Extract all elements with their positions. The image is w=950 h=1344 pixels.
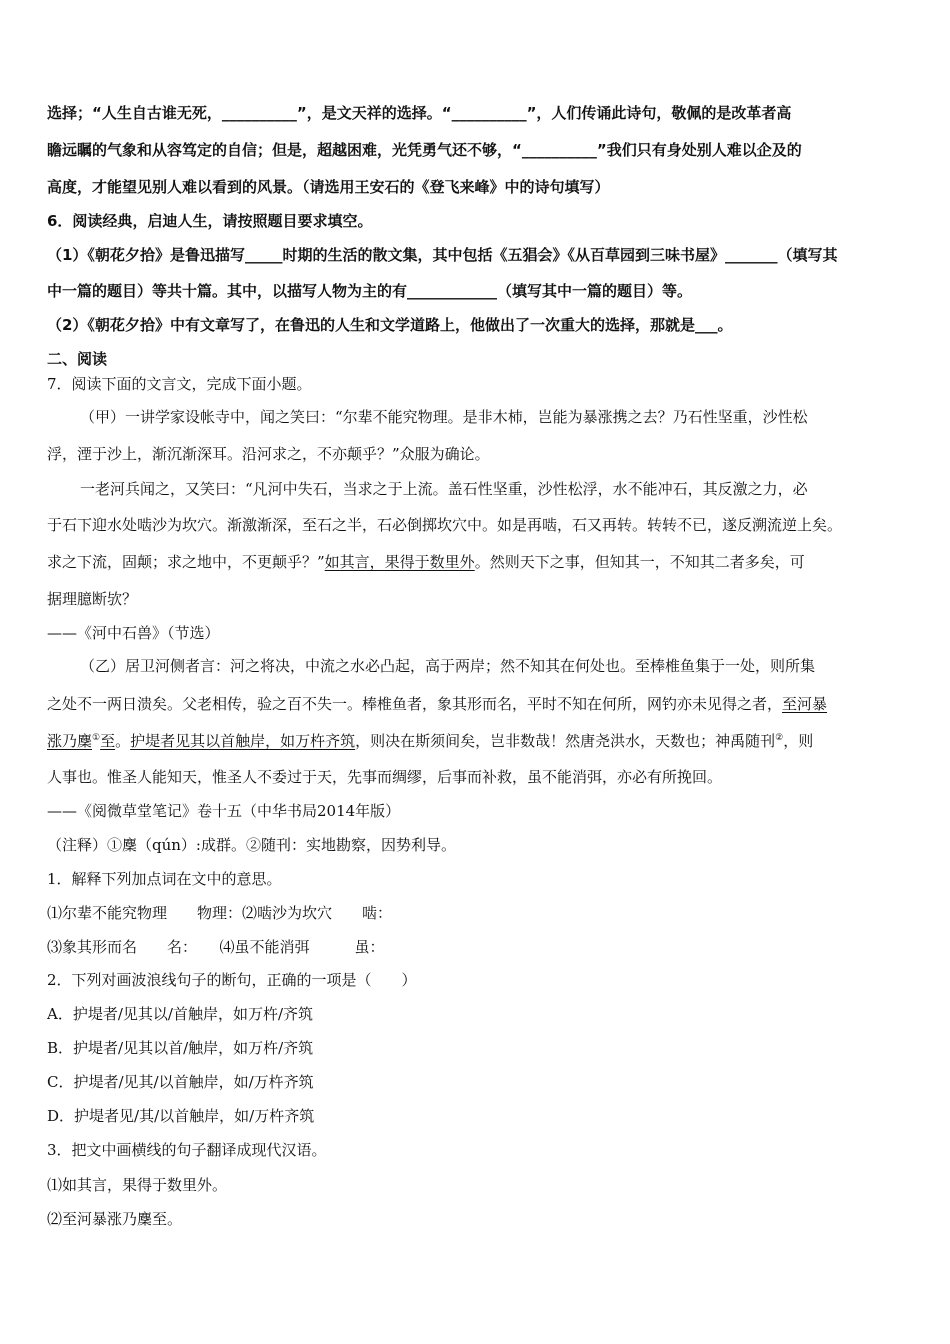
sub-question-1: 1．解释下列加点词在文中的意思。 <box>47 870 282 888</box>
passage-b-line-2 <box>47 694 910 714</box>
text-segment: ，则决在斯须间矣，岂非数哉！然唐尧洪水，天数也；神禹随刊 <box>355 732 776 750</box>
option-a: A．护堤者/见其以/首触岸，如万杵/齐筑 <box>47 1005 313 1023</box>
passage-a-p2-line-3 <box>47 552 910 572</box>
text-segment: 求之下流，固颠；求之地中，不更颠乎？” <box>47 553 325 571</box>
passage-a-p1-line-1: （甲）一讲学家设帐寺中，闻之笑曰：“尔辈不能究物理。是非木杮，岂能为暴涨携之去？乃石性坚重，沙性松 <box>80 408 808 426</box>
q5-line-1: 选择；“人生自古谁无死，__________”，是文天祥的选择。“__________”，人们传诵此诗句，敬佩的是改革者高 <box>47 104 792 122</box>
note-marker-2: ② <box>775 733 784 743</box>
underlined-sentence-end: 至 <box>100 732 116 750</box>
option-c: C．护堤者/见其/以首触岸，如/万杵齐筑 <box>47 1073 314 1091</box>
sub-question-2: 2．下列对画波浪线句子的断句，正确的一项是（ ） <box>47 971 417 989</box>
underlined-sentence-start: 至河暴 <box>782 695 828 713</box>
annotations: （注释）①麇（qún）:成群。②随刊：实地勘察，因势利导。 <box>47 836 456 854</box>
text-segment: 。然则天下之事，但知其一，不知其二者多矣，可 <box>474 553 805 571</box>
section-heading: 二、阅读 <box>47 350 108 368</box>
option-b: B．护堤者/见其以首/触岸，如万杵/齐筑 <box>47 1039 314 1057</box>
sub-question-3: 3．把文中画横线的句子翻译成现代汉语。 <box>47 1141 327 1159</box>
passage-b-line-3 <box>47 731 910 751</box>
sub-question-3-item-2: ⑵至河暴涨乃麇至。 <box>47 1210 183 1228</box>
underlined-sentence: 如其言，果得于数里外 <box>324 553 475 571</box>
passage-a-p2-line-4: 据理臆断欤？ <box>47 590 138 608</box>
text-segment: 之处不一两日溃矣。父老相传，验之百不失一。棒椎鱼者，象其形而名，平时不知在何所，网钓亦未见得之者， <box>47 695 783 713</box>
passage-b-source: ——《阅微草堂笔记》卷十五（中华书局2014年版） <box>47 802 401 820</box>
q6-part1-line-2: 中一篇的题目）等共十篇。其中，以描写人物为主的有____________（填写其中一篇的题目）等。 <box>47 282 693 300</box>
text-segment: 。 <box>115 732 131 750</box>
q5-line-3: 高度，才能望见别人难以看到的风景。（请选用王安石的《登飞来峰》中的诗句填写） <box>47 178 610 196</box>
passage-a-p2-line-2: 于石下迎水处啮沙为坎穴。渐激渐深，至石之半，石必倒掷坎穴中。如是再啮，石又再转。转转不已，遂反溯流逆上矣。 <box>47 516 843 534</box>
passage-b-line-1: （乙）居卫河侧者言：河之将决，中流之水必凸起，高于两岸；然不知其在何处也。至棒椎鱼集于一处，则所集 <box>80 657 816 675</box>
q7-prompt: 7．阅读下面的文言文，完成下面小题。 <box>47 375 312 393</box>
passage-a-p1-line-2: 浮，湮于沙上，渐沉渐深耳。沿河求之，不亦颠乎？”众服为确论。 <box>47 445 490 463</box>
sub-question-1-items-a: ⑴尔辈不能究物理 物理：⑵啮沙为坎穴 啮： <box>47 904 393 922</box>
sub-question-3-item-1: ⑴如其言，果得于数里外。 <box>47 1176 228 1194</box>
option-d: D．护堤者见/其/以首触岸，如/万杵齐筑 <box>47 1107 315 1125</box>
underlined-sentence-end: 涨乃麇 <box>47 732 93 750</box>
q6-part1-line-1: （1）《朝花夕拾》是鲁迅描写_____时期的生活的散文集，其中包括《五猖会》《从百草园到三味书屋》_______（填写其 <box>47 246 838 264</box>
q6-part2: （2）《朝花夕拾》中有文章写了，在鲁迅的人生和文学道路上，他做出了一次重大的选择，那就是___。 <box>47 316 733 334</box>
passage-b-line-4: 人事也。惟圣人能知天，惟圣人不委过于天，先事而绸缪，后事而补救，虽不能消弭，亦必有所挽回。 <box>47 768 723 786</box>
sub-question-1-items-b: ⑶象其形而名 名： ⑷虽不能消弭 虽： <box>47 938 385 956</box>
note-marker-1: ① <box>92 733 101 743</box>
passage-a-p2-line-1: 一老河兵闻之，又笑曰：“凡河中失石，当求之于上流。盖石性坚重，沙性松浮，水不能冲石，其反激之力，必 <box>80 480 808 498</box>
q5-line-2: 瞻远瞩的气象和从容笃定的自信；但是，超越困难，光凭勇气还不够，“__________”我们只有身处别人难以企及的 <box>47 141 802 159</box>
wavy-underlined-sentence: 护堤者见其以首触岸，如万杵齐筑 <box>130 732 356 750</box>
passage-a-source: ——《河中石兽》（节选） <box>47 624 220 642</box>
text-segment: ，则 <box>783 732 814 750</box>
q6-title: 6．阅读经典，启迪人生，请按照题目要求填空。 <box>47 212 373 230</box>
